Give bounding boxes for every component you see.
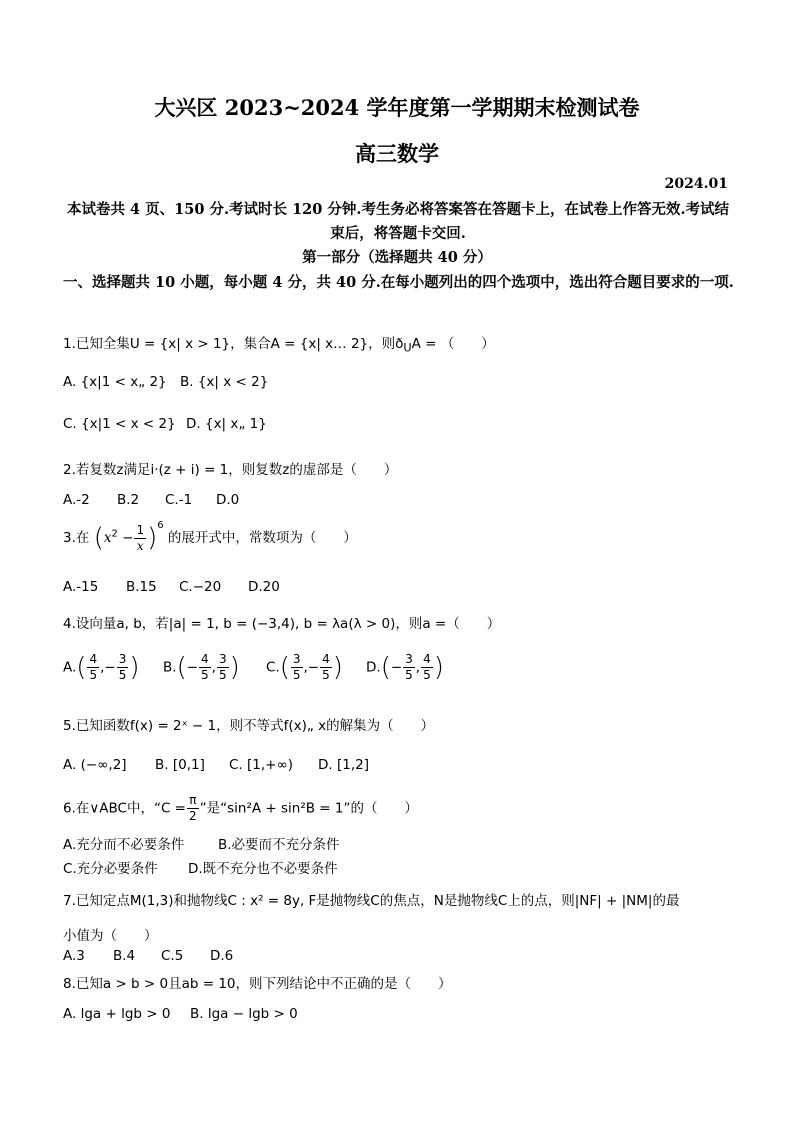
q5-option-c: C. [1,+∞) (229, 757, 293, 773)
exam-subtitle: 高三数学 (355, 141, 439, 166)
q4a-num2: 3 (118, 652, 127, 666)
q3-stem-post: 的展开式中，常数项为（ ） (167, 530, 357, 546)
q4d-den2: 5 (423, 668, 431, 682)
q6-option-d: D.既不充分也不必要条件 (188, 861, 338, 877)
q4-option-c-label: C. (266, 659, 280, 676)
q5-option-b: B. [0,1] (155, 757, 205, 773)
q3-expression: ($x^2$ − $\frac{1}{x}$ )$^6$ (93, 520, 164, 553)
q6-stem-post: ”是“sin²A + sin²B = 1”的（ ） (199, 800, 418, 817)
exam-notice: 本试卷共 4 页、150 分.考试时长 120 分钟.考生务必将答案答在答题卡上，在试卷上作答无效.考试结束后，将答题卡交回. (66, 201, 729, 242)
question-7-stem-line2: 小值为（ ） (63, 928, 158, 944)
q5-option-d: D. [1,2] (318, 757, 369, 773)
q4c-num1: 3 (292, 652, 301, 666)
q4-option-d: D.(− $\frac{3}{5}$ , $\frac{4}{5}$ ) (366, 652, 444, 683)
q2-option-a: A.-2 (63, 492, 90, 508)
q4c-den2: 5 (322, 668, 330, 682)
q3-option-a: A.-15 (63, 579, 99, 595)
section-heading: 一、选择题共 10 小题，每小题 4 分，共 40 分.在每小题列出的四个选项中，选出符合题目要求的一项. (63, 274, 734, 291)
part-heading: 第一部分（选择题共 40 分） (302, 249, 492, 266)
question-2-stem: 2.若复数z满足i·(z + i) = 1，则复数z的虚部是（ ） (63, 462, 398, 478)
q6-option-a: A.充分而不必要条件 (63, 837, 185, 853)
q1-option-a: A. {x|1 < x„ 2} (63, 374, 167, 390)
q6-option-c: C.充分必要条件 (63, 861, 158, 877)
exam-title: 大兴区 2023~2024 学年度第一学期期末检测试卷 (154, 95, 640, 120)
q1-option-d: D. {x| x„ 1} (186, 416, 267, 432)
q4b-num1: 4 (201, 652, 209, 666)
question-1-stem (63, 332, 495, 355)
q4b-num2: 3 (218, 652, 227, 666)
question-6-stem (63, 793, 418, 824)
exam-date: 2024.01 (664, 176, 728, 192)
q4d-num2: 4 (423, 652, 431, 666)
q7-option-a: A.3 (63, 948, 85, 964)
q3-option-c: C.−20 (179, 579, 222, 595)
q5-option-a: A. (−∞,2] (63, 757, 127, 773)
q4-option-a: A.( $\frac{4}{5}$ ,− $\frac{3}{5}$ ) (63, 652, 140, 683)
q7-option-b: B.4 (113, 948, 136, 964)
q1-option-c: C. {x|1 < x < 2} (63, 416, 176, 432)
q6-stem-pre: 6.在∨ABC中，“C = (63, 800, 186, 817)
question-5-stem: 5.已知函数f(x) = 2ˣ − 1，则不等式f(x)„ x的解集为（ ） (63, 718, 435, 734)
question-7-stem-line1: 7.已知定点M(1,3)和抛物线C : x² = 8y, F是抛物线C的焦点，N是抛物线C上的点，则|NF| + |NM|的最 (63, 893, 680, 909)
q4a-num1: 4 (89, 652, 98, 666)
q4d-den1: 5 (405, 668, 413, 682)
q1-stem-text: 1.已知全集U = {x| x > 1}，集合A = {x| x… 2}，则$ð_UA$ = （ ） (63, 336, 495, 355)
q4-option-c: C.( $\frac{3}{5}$ ,− $\frac{4}{5}$ ) (266, 652, 343, 683)
q6-frac-num: π (187, 793, 199, 809)
q4-option-a-label: A. (63, 659, 77, 676)
q7-option-c: C.5 (161, 948, 184, 964)
question-4-stem: 4.设向量a, b，若|a| = 1, b = (−3,4), b = λa(λ > 0)，则a =（ ） (63, 616, 501, 632)
q4b-den2: 5 (218, 668, 227, 682)
q2-option-d: D.0 (216, 492, 240, 508)
question-3-stem (63, 520, 357, 554)
q7-option-d: D.6 (210, 948, 234, 964)
q3-stem-pre: 3.在 (63, 530, 90, 546)
q6-frac-den: 2 (188, 809, 197, 823)
q8-option-b: B. lga − lgb > 0 (190, 1006, 298, 1022)
q3-frac-den: x (136, 538, 144, 553)
q8-option-a: A. lga + lgb > 0 (63, 1006, 171, 1022)
q4c-num2: 4 (322, 652, 330, 666)
q3-option-b: B.15 (126, 579, 157, 595)
q4a-den1: 5 (89, 668, 98, 682)
q4d-num1: 3 (405, 652, 413, 666)
question-8-stem: 8.已知a > b > 0且ab = 10，则下列结论中不正确的是（ ） (63, 976, 452, 992)
q2-option-c: C.-1 (165, 492, 193, 508)
q1-option-b: B. {x| x < 2} (180, 374, 269, 390)
q6-option-b: B.必要而不充分条件 (218, 837, 340, 853)
q4-option-b-label: B. (163, 659, 177, 676)
q4b-den1: 5 (201, 668, 209, 682)
q4a-den2: 5 (118, 668, 127, 682)
q3-option-d: D.20 (248, 579, 280, 595)
q4c-den1: 5 (292, 668, 301, 682)
q4-option-d-label: D. (366, 659, 381, 676)
q4-option-b: B.(− $\frac{4}{5}$ , $\frac{3}{5}$ ) (163, 652, 240, 683)
q2-option-b: B.2 (117, 492, 140, 508)
q3-frac-num: 1 (136, 522, 145, 537)
